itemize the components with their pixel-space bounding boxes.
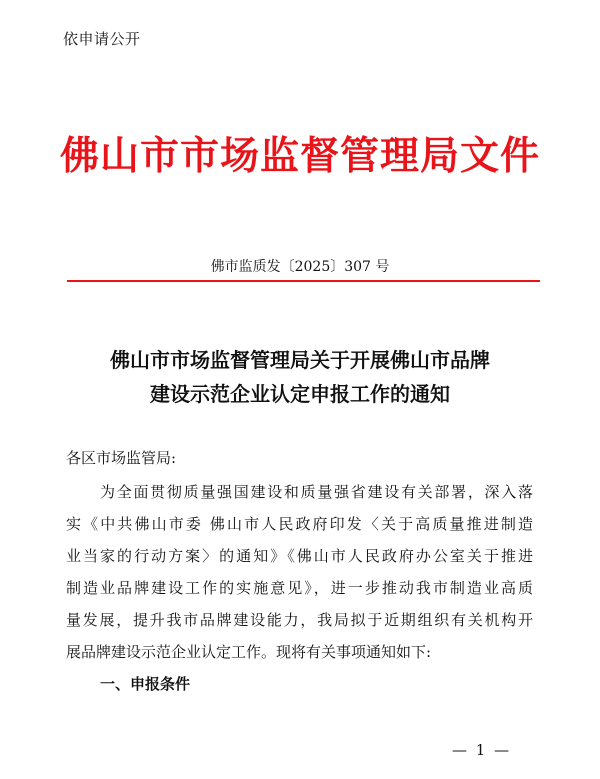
document-masthead: 佛山市市场监督管理局文件: [59, 133, 540, 179]
document-number: 佛市监质发〔2025〕307 号: [210, 259, 390, 275]
body-text-line: 制造业品牌建设工作的实施意见》，进一步推动我市制造业高质: [66, 579, 533, 597]
body-text-line: 量发展，提升我市品牌建设能力，我局拟于近期组织有关机构开: [66, 611, 533, 629]
notice-title-line: 建设示范企业认定申报工作的通知: [150, 382, 450, 406]
salutation: 各区市场监管局:: [66, 449, 177, 467]
notice-title: [0, 343, 600, 411]
body-text-line: 业当家的行动方案〉的通知》《佛山市人民政府办公室关于推进: [66, 547, 533, 565]
notice-title-line: 佛山市市场监督管理局关于开展佛山市品牌: [110, 348, 490, 372]
body-text-line: 实《中共佛山市委 佛山市人民政府印发〈关于高质量推进制造: [66, 515, 533, 533]
body-text-line: 为全面贯彻质量强国建设和质量强省建设有关部署，深入落: [100, 483, 533, 501]
disclosure-label: 依申请公开: [63, 30, 141, 48]
red-separator-line: [67, 280, 540, 282]
section-heading: 一、申报条件: [100, 675, 191, 693]
body-text-line: 展品牌建设示范企业认定工作。现将有关事项通知如下:: [66, 643, 432, 661]
page-number: — 1 —: [452, 741, 512, 759]
